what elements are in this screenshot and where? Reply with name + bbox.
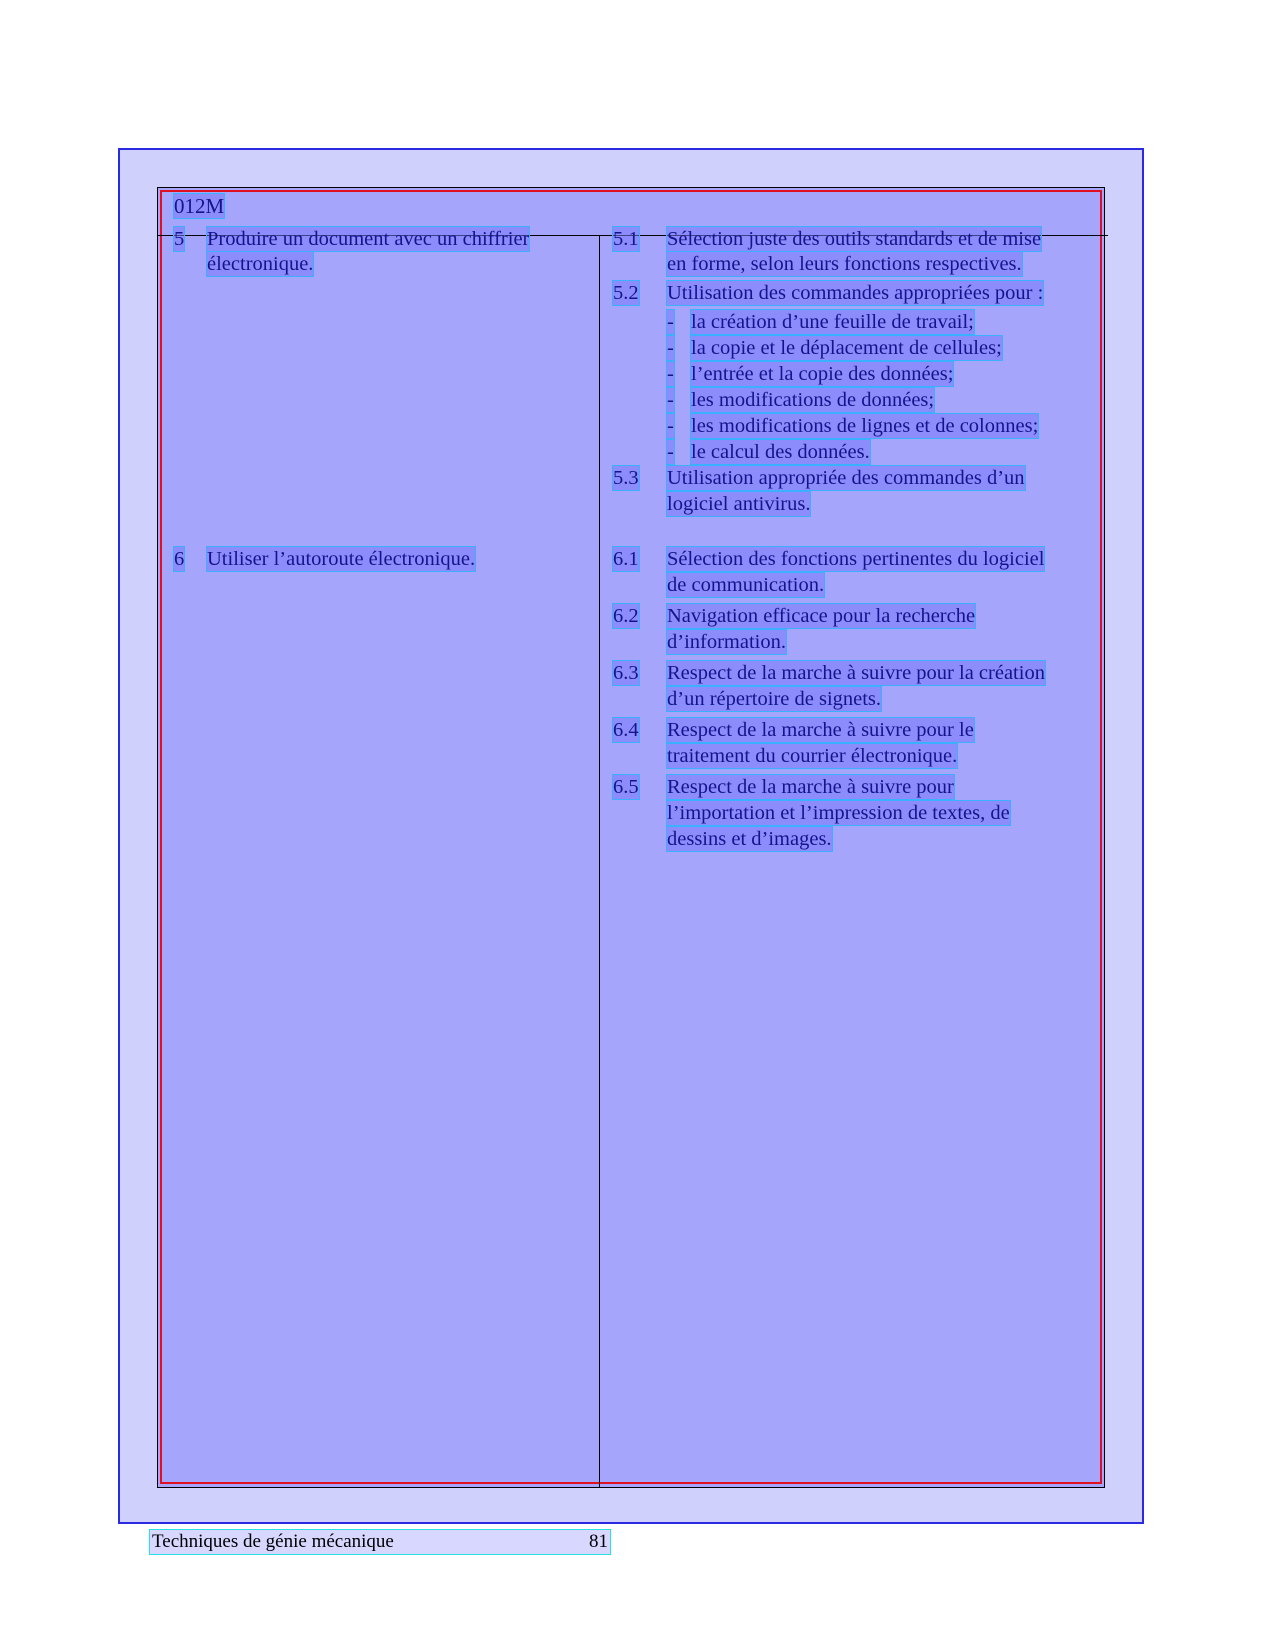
page-number: 81 bbox=[589, 1531, 608, 1552]
criterion-number: 6.3 bbox=[613, 662, 639, 684]
competency-table bbox=[157, 187, 1105, 1488]
criterion-text-line: Utilisation appropriée des commandes d’un bbox=[667, 467, 1025, 489]
bullet-marker: - bbox=[667, 311, 674, 333]
bullet-item: les modifications de lignes et de colonnes; bbox=[691, 415, 1039, 437]
competency-code: 012M bbox=[174, 194, 225, 218]
bullet-item: l’entrée et la copie des données; bbox=[691, 363, 954, 385]
bullet-item: la création d’une feuille de travail; bbox=[691, 311, 974, 333]
bullet-marker: - bbox=[667, 389, 674, 411]
criterion-text-line: d’un répertoire de signets. bbox=[667, 688, 882, 710]
criterion-text-line: traitement du courrier électronique. bbox=[667, 745, 958, 767]
criterion-number: 6.4 bbox=[613, 719, 639, 741]
criterion-number: 6.2 bbox=[613, 605, 639, 627]
bullet-marker: - bbox=[667, 337, 674, 359]
column-divider bbox=[599, 235, 600, 1488]
criterion-text-line: Navigation efficace pour la recherche bbox=[667, 605, 976, 627]
element-label-line: Utiliser l’autoroute électronique. bbox=[207, 548, 476, 570]
criterion-text-line: Sélection juste des outils standards et de mise bbox=[667, 228, 1042, 250]
bullet-marker: - bbox=[667, 363, 674, 385]
element-number: 5 bbox=[174, 228, 185, 250]
bullet-marker: - bbox=[667, 441, 674, 463]
criterion-text-line: de communication. bbox=[667, 574, 825, 596]
criterion-number: 6.1 bbox=[613, 548, 639, 570]
element-number: 6 bbox=[174, 548, 185, 570]
criterion-text-line: Sélection des fonctions pertinentes du logiciel bbox=[667, 548, 1045, 570]
page-footer bbox=[150, 1530, 610, 1554]
criterion-number: 5.1 bbox=[613, 228, 639, 250]
criterion-text-line: l’importation et l’impression de textes, de bbox=[667, 802, 1010, 824]
criterion-text-line: Respect de la marche à suivre pour bbox=[667, 776, 954, 798]
bullet-marker: - bbox=[667, 415, 674, 437]
criterion-number: 5.2 bbox=[613, 282, 639, 304]
footer-title: Techniques de génie mécanique bbox=[152, 1531, 394, 1552]
bullet-item: le calcul des données. bbox=[691, 441, 870, 463]
criterion-text-line: logiciel antivirus. bbox=[667, 493, 811, 515]
element-label-line: électronique. bbox=[207, 253, 314, 275]
criterion-number: 6.5 bbox=[613, 776, 639, 798]
element-label-line: Produire un document avec un chiffrier bbox=[207, 228, 530, 250]
criterion-text-line: d’information. bbox=[667, 631, 786, 653]
bullet-item: la copie et le déplacement de cellules; bbox=[691, 337, 1002, 359]
criterion-text-line: Respect de la marche à suivre pour le bbox=[667, 719, 974, 741]
criterion-text-line: dessins et d’images. bbox=[667, 828, 832, 850]
bullet-item: les modifications de données; bbox=[691, 389, 935, 411]
criterion-number: 5.3 bbox=[613, 467, 639, 489]
criterion-text-line: Respect de la marche à suivre pour la création bbox=[667, 662, 1045, 684]
criterion-text-line: en forme, selon leurs fonctions respectives. bbox=[667, 253, 1022, 275]
criterion-text-line: Utilisation des commandes appropriées pour : bbox=[667, 282, 1044, 304]
